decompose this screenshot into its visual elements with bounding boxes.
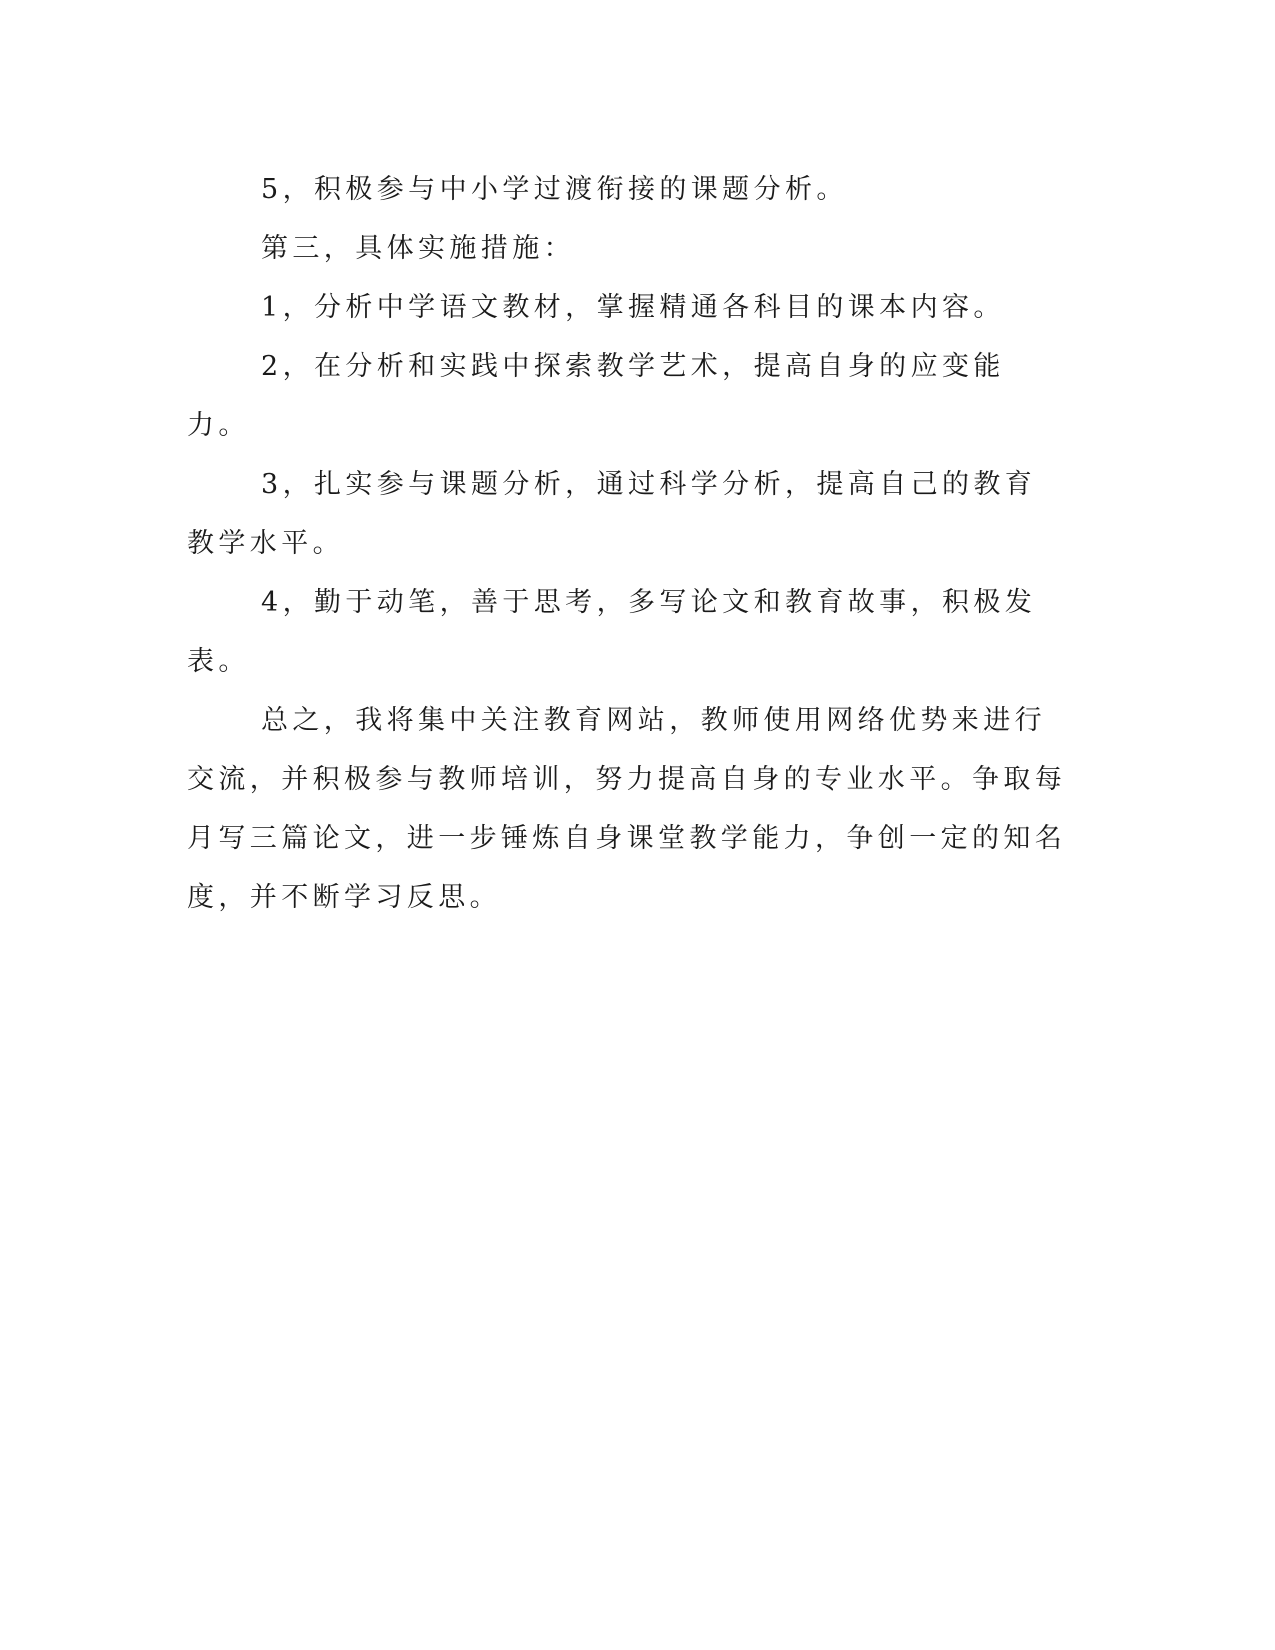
paragraph-item-2: 2，在分析和实践中探索教学艺术，提高自身的应变能力。 <box>187 351 1005 441</box>
paragraph-item-4: 4，勤于动笔，善于思考，多写论文和教育故事，积极发表。 <box>187 587 1037 677</box>
document-body <box>187 160 1067 927</box>
paragraph-item-5: 5，积极参与中小学过渡衔接的课题分析。 <box>261 174 848 205</box>
paragraph-summary: 总之，我将集中关注教育网站，教师使用网络优势来进行交流，并积极参与教师培训，努力提高自身的专业水平。争取每月写三篇论文，进一步锤炼自身课堂教学能力，争创一定的知名度，并不断学习反思。 <box>187 705 1067 913</box>
section-heading-implementation: 第三，具体实施措施： <box>261 233 575 264</box>
paragraph-item-1: 1，分析中学语文教材，掌握精通各科目的课本内容。 <box>261 292 1005 323</box>
paragraph-item-3: 3，扎实参与课题分析，通过科学分析，提高自己的教育教学水平。 <box>187 469 1037 559</box>
